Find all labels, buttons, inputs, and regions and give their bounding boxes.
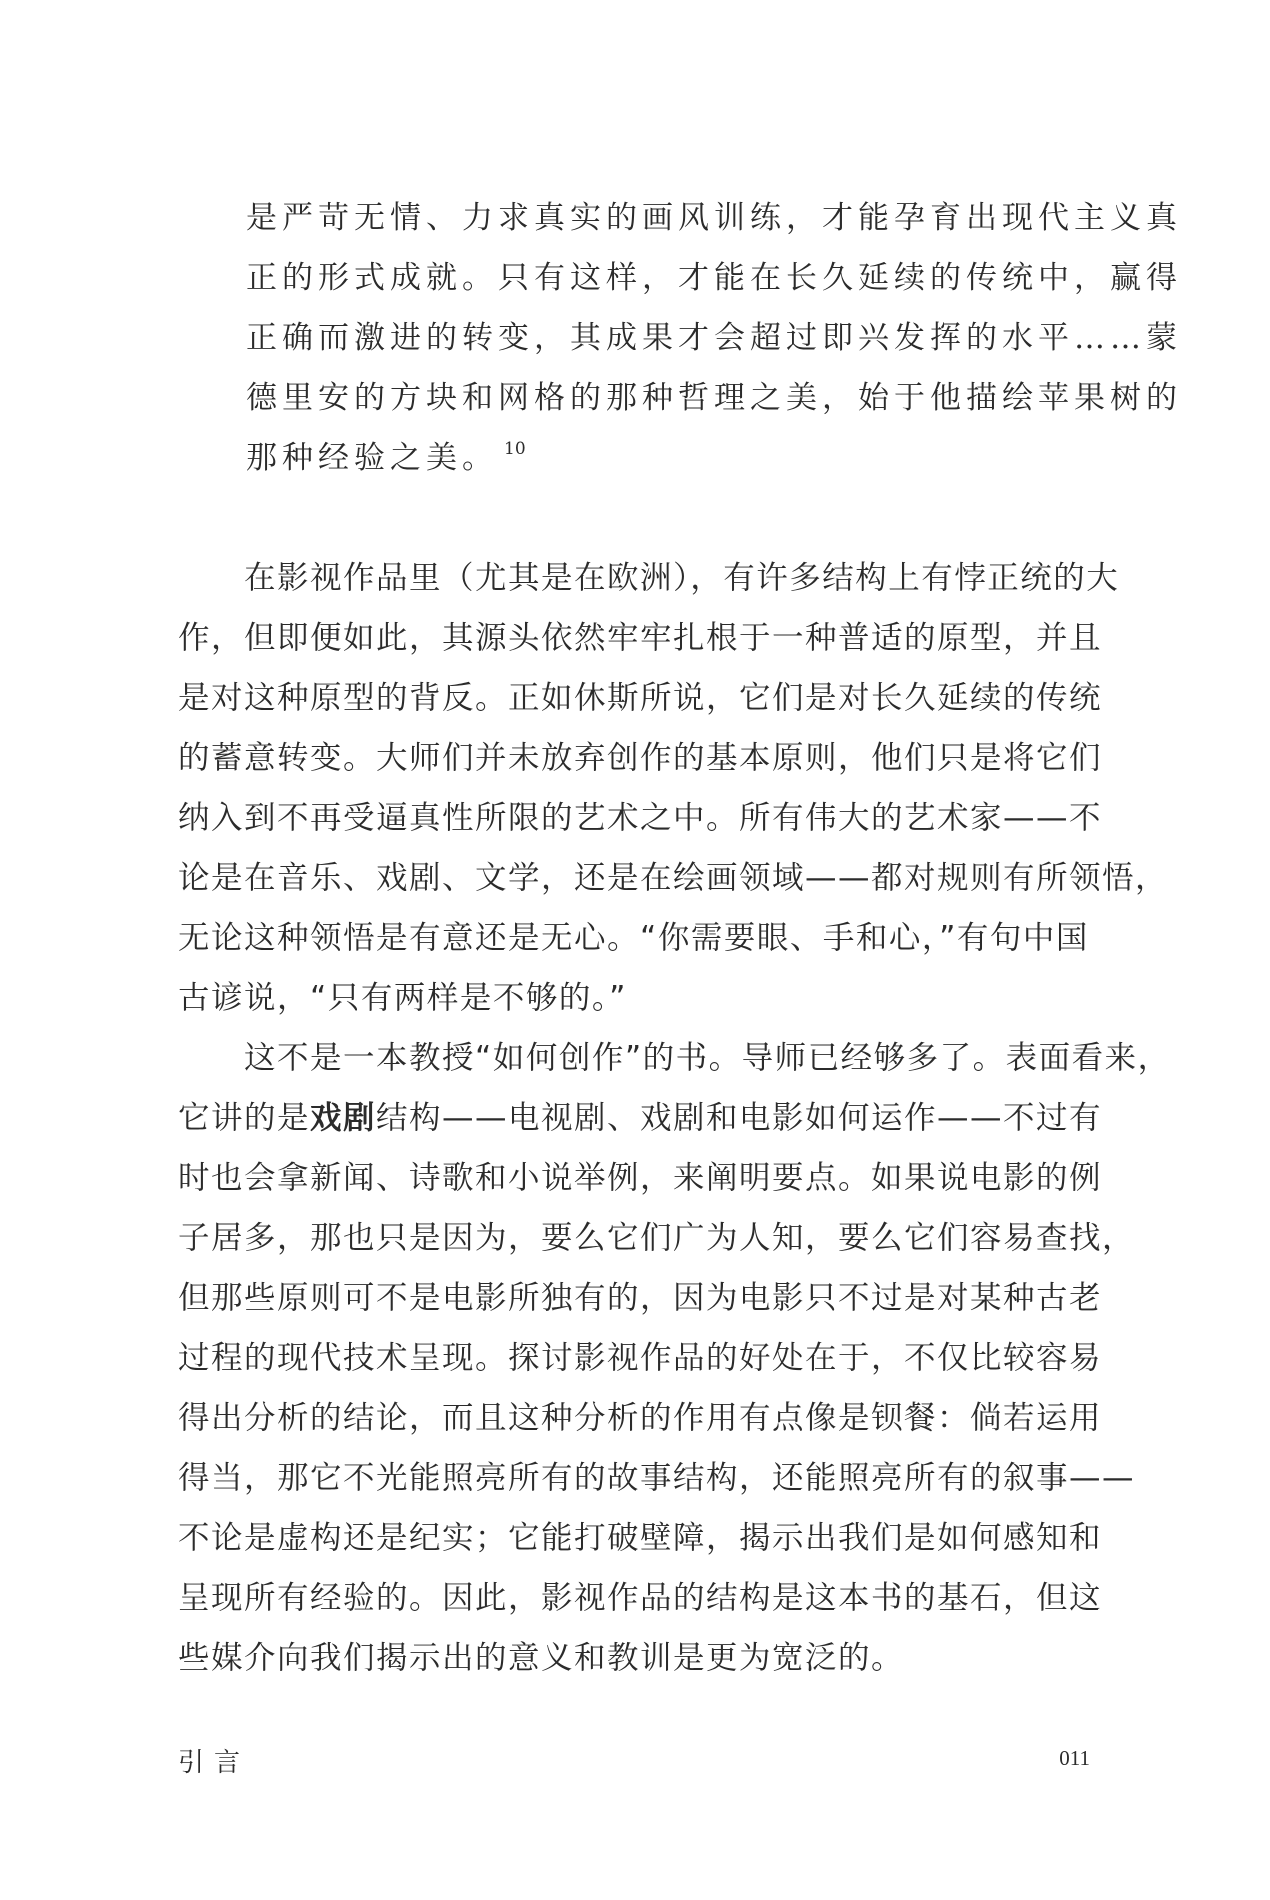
quote-line-last (246, 428, 1088, 488)
paragraph-2-line: 得出分析的结论，而且这种分析的作用有点像是钡餐：倘若运用 (178, 1400, 1103, 1436)
paragraph-2-line: 时也会拿新闻、诗歌和小说举例，来阐明要点。如果说电影的例 (178, 1160, 1103, 1196)
paragraph-2-line: 子居多，那也只是因为，要么它们广为人知，要么它们容易查找， (178, 1220, 1136, 1256)
paragraph-2-text: 它讲的是 (178, 1100, 311, 1136)
quote-line: 正确而激进的转变，其成果才会超过即兴发挥的水平……蒙 (246, 320, 1182, 356)
running-footer-section: 引言 (178, 1748, 251, 1778)
quote-line: 德里安的方块和网格的那种哲理之美，始于他描绘苹果树的 (246, 380, 1182, 416)
paragraph-2-line: 这不是一本教授“如何创作”的书。导师已经够多了。表面看来， (244, 1040, 1171, 1076)
paragraph-2-line: 呈现所有经验的。因此，影视作品的结构是这本书的基石，但这 (178, 1580, 1103, 1616)
page-number: 011 (1059, 1746, 1090, 1770)
emphasized-term: 戏剧 (310, 1100, 377, 1136)
paragraph-1-line: 古谚说，“只有两样是不够的。” (178, 980, 627, 1016)
block-quote (246, 188, 1182, 488)
paragraph-2-line: 但那些原则可不是电影所独有的，因为电影只不过是对某种古老 (178, 1280, 1103, 1316)
paragraph-2-line: 过程的现代技术呈现。探讨影视作品的好处在于，不仅比较容易 (178, 1340, 1103, 1376)
paragraph-1-line: 纳入到不再受逼真性所限的艺术之中。所有伟大的艺术家——不 (178, 800, 1103, 836)
paragraph-1-line: 在影视作品里（尤其是在欧洲），有许多结构上有悖正统的大 (244, 560, 1120, 596)
paragraph-1-line: 是对这种原型的背反。正如休斯所说，它们是对长久延续的传统 (178, 680, 1103, 716)
paragraph-2-line: 得当，那它不光能照亮所有的故事结构，还能照亮所有的叙事—— (178, 1460, 1136, 1496)
paragraph-2-line (178, 1088, 1103, 1148)
quote-line: 是严苛无情、力求真实的画风训练，才能孕育出现代主义真 (246, 200, 1182, 236)
paragraph-1-line: 论是在音乐、戏剧、文学，还是在绘画领域——都对规则有所领悟， (178, 860, 1169, 896)
paragraph-1-line: 的蓄意转变。大师们并未放弃创作的基本原则，他们只是将它们 (178, 740, 1103, 776)
paragraph-2-line: 些媒介向我们揭示出的意义和教训是更为宽泛的。 (178, 1640, 905, 1676)
paragraph-1-line: 无论这种领悟是有意还是无心。“你需要眼、手和心，”有句中国 (178, 920, 1089, 956)
quote-line-text: 那种经验之美。 (246, 440, 498, 476)
paragraph-2-line: 不论是虚构还是纪实；它能打破壁障，揭示出我们是如何感知和 (178, 1520, 1103, 1556)
paragraph-1-line: 作，但即便如此，其源头依然牢牢扎根于一种普适的原型，并且 (178, 620, 1103, 656)
quote-line: 正的形式成就。只有这样，才能在长久延续的传统中，赢得 (246, 260, 1182, 296)
footnote-reference[interactable]: 10 (504, 439, 526, 459)
paragraph-2-text: 结构——电视剧、戏剧和电影如何运作——不过有 (376, 1100, 1103, 1136)
body-text (178, 548, 1171, 1688)
